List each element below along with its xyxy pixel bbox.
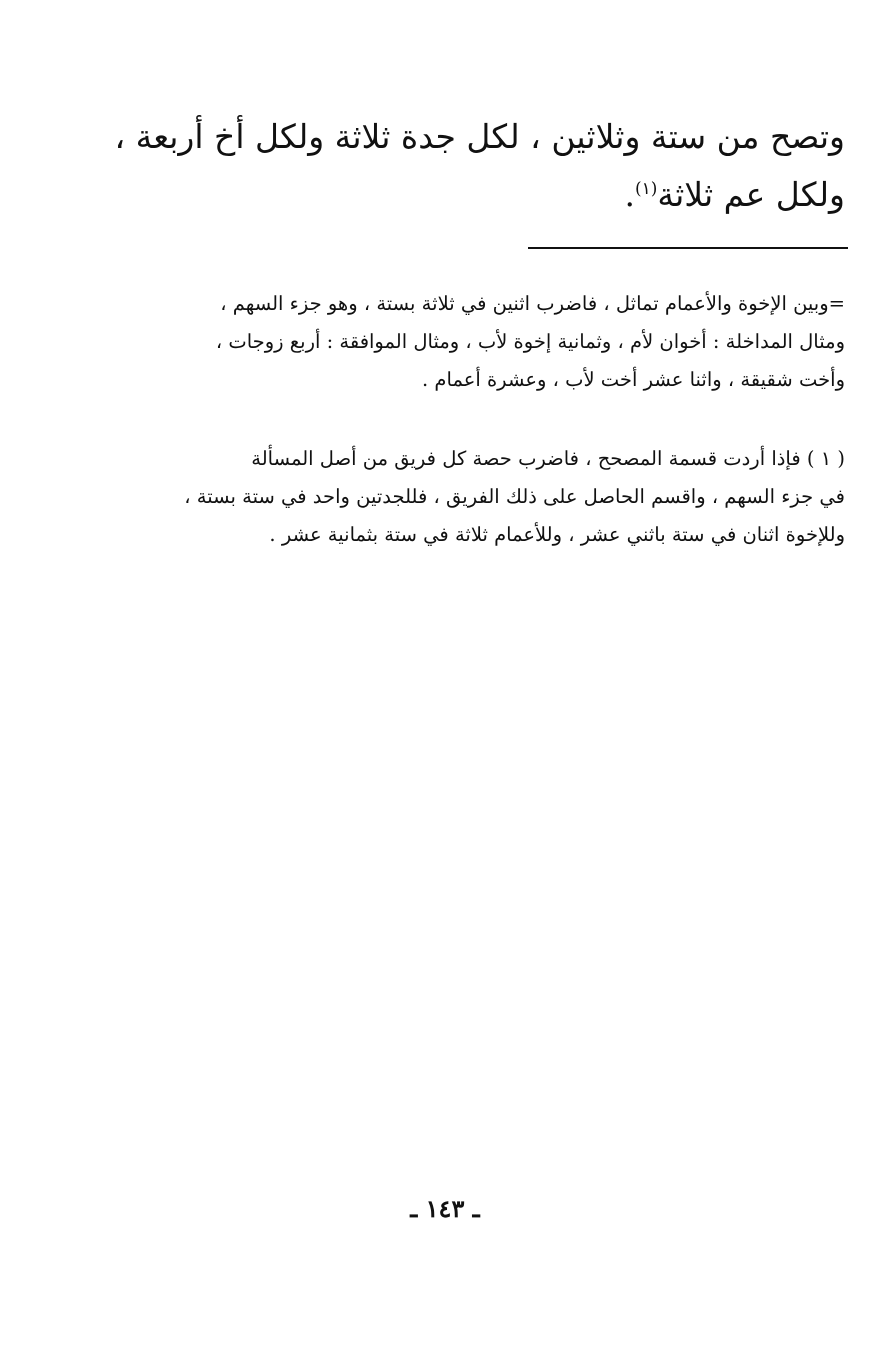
- continued-note-line-1: =وبين الإخوة والأعمام تماثل ، فاضرب اثنين في ثلاثة بستة ، وهو جزء السهم ،: [220, 292, 845, 315]
- main-text-line-2: [100, 166, 845, 224]
- main-text: [100, 108, 845, 224]
- main-text-line-1: وتصح من ستة وثلاثين ، لكل جدة ثلاثة ولكل أخ أربعة ،: [114, 117, 845, 156]
- continued-note-line-2: ومثال المداخلة : أخوان لأم ، وثمانية إخوة لأب ، ومثال الموافقة : أربع زوجات ،: [215, 330, 845, 353]
- main-text-line-2-end: .: [624, 175, 635, 214]
- continued-note: [105, 285, 845, 399]
- footnote-1: [105, 440, 845, 554]
- footnote-marker: (١): [634, 179, 658, 199]
- main-text-line-2-text: ولكل عم ثلاثة: [657, 175, 845, 214]
- page-number: ـ ١٤٣ ـ: [410, 1194, 480, 1223]
- footnote-separator: [528, 247, 848, 249]
- continued-note-line-3: وأخت شقيقة ، واثنا عشر أخت لأب ، وعشرة أعمام .: [422, 368, 845, 391]
- footnote-1-line-2: في جزء السهم ، واقسم الحاصل على ذلك الفريق ، فللجدتين واحد في ستة بستة ،: [184, 485, 845, 508]
- footnote-1-line-3: وللإخوة اثنان في ستة باثني عشر ، وللأعمام ثلاثة في ستة بثمانية عشر .: [269, 523, 845, 546]
- footnote-1-line-1: ( ١ ) فإذا أردت قسمة المصحح ، فاضرب حصة كل فريق من أصل المسألة: [251, 447, 845, 470]
